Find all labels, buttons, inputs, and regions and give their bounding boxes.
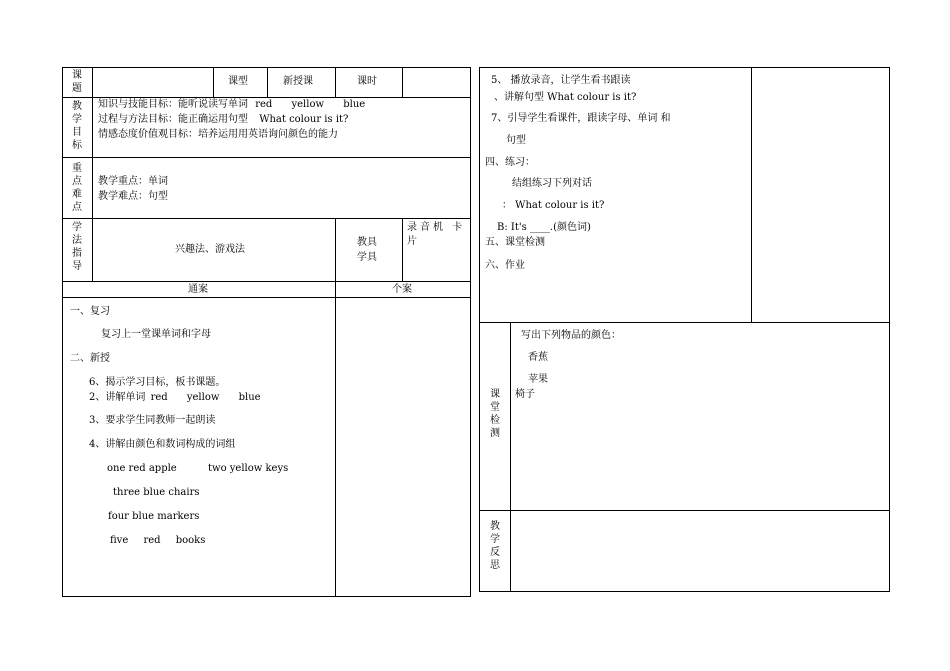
goals-label: 教学目标 (72, 101, 82, 151)
goal-process-text: 过程与方法目标：能正确运用句型 (98, 114, 248, 125)
dialog-line-b: B: It's ____.(颜色词) (497, 222, 591, 233)
teaching-aids-label: 教具 (357, 237, 377, 248)
goal-word-red: red (255, 99, 273, 110)
key-difficulty: 教学难点：句型 (98, 191, 168, 202)
homework-title: 六、作业 (485, 260, 525, 271)
goal-process-sentence: What colour is it? (259, 114, 349, 125)
check-prompt: 写出下列物品的颜色： (521, 330, 621, 341)
class-hours-label: 课时 (357, 76, 377, 87)
goal-word-blue: blue (343, 99, 366, 110)
reflection-label: 教学反思 (490, 521, 500, 571)
goal-emotion: 情感态度价值观目标：培养运用用英语询问颜色的能力 (98, 129, 338, 140)
check-item-banana: 香蕉 (528, 352, 548, 363)
step-4: 4、讲解由颜色和数词构成的词组 (89, 439, 236, 450)
methods-label: 学法指导 (72, 222, 82, 272)
class-check-label: 课堂检测 (490, 389, 500, 439)
lesson-type-value: 新授课 (283, 76, 313, 87)
review-title: 一、复习 (70, 306, 110, 317)
phrase-three-blue-chairs: three blue chairs (113, 487, 200, 498)
general-plan-header: 通案 (188, 284, 208, 295)
dialog-line-a: ： What colour is it? (502, 200, 605, 211)
practice-title: 四、练习： (485, 157, 535, 168)
review-item: 复习上一堂课单词和字母 (101, 329, 211, 340)
step-7-line-2: 句型 (506, 135, 526, 146)
phrase-word-books: books (175, 535, 206, 546)
topic-label: 课题 (72, 70, 82, 94)
step-2-word-red: red (150, 392, 168, 403)
step-2-word-blue: blue (238, 392, 261, 403)
check-item-apple: 苹果 (528, 374, 548, 385)
step-5-line-2: 、讲解句型 What colour is it? (494, 92, 637, 103)
phrase-one-red-apple: one red apple (107, 463, 177, 474)
step-2 (89, 392, 261, 404)
key-focus: 教学重点：单词 (98, 176, 168, 187)
goal-knowledge (98, 99, 365, 111)
step-3: 3、要求学生同教师一起朗读 (89, 415, 216, 426)
step-7-line-1: 7、引导学生看课件，跟读字母、单词 和 (491, 113, 671, 124)
practice-item: 结组练习下列对话 (512, 178, 592, 189)
individual-plan-header: 个案 (392, 284, 412, 295)
goal-knowledge-text: 知识与技能目标：能听说读写单词 (98, 99, 248, 110)
step-2-text: 2、讲解单词 (89, 392, 146, 403)
goal-word-yellow: yellow (291, 99, 325, 110)
check-item-chair: 椅子 (515, 389, 535, 400)
phrase-five-red-books (110, 535, 205, 547)
phrase-two-yellow-keys: two yellow keys (208, 463, 289, 474)
methods-value: 兴趣法、游戏法 (175, 244, 245, 255)
aids-value: 录音机 卡片 (407, 222, 466, 247)
step-2-word-yellow: yellow (186, 392, 220, 403)
phrase-word-red: red (143, 535, 161, 546)
new-lesson-title: 二、新授 (70, 353, 110, 364)
phrase-four-blue-markers: four blue markers (108, 511, 200, 522)
step-5-line-1: 5、 播放录音，让学生看书跟读 (491, 75, 631, 86)
goal-process (98, 114, 348, 126)
key-points-label: 重点难点 (72, 163, 82, 213)
phrase-word-five: five (110, 535, 129, 546)
step-6: 6、揭示学习目标，板书课题。 (89, 377, 226, 388)
check-title: 五、课堂检测 (485, 237, 545, 248)
lesson-type-label: 课型 (228, 76, 248, 87)
learning-aids-label: 学具 (357, 252, 377, 263)
